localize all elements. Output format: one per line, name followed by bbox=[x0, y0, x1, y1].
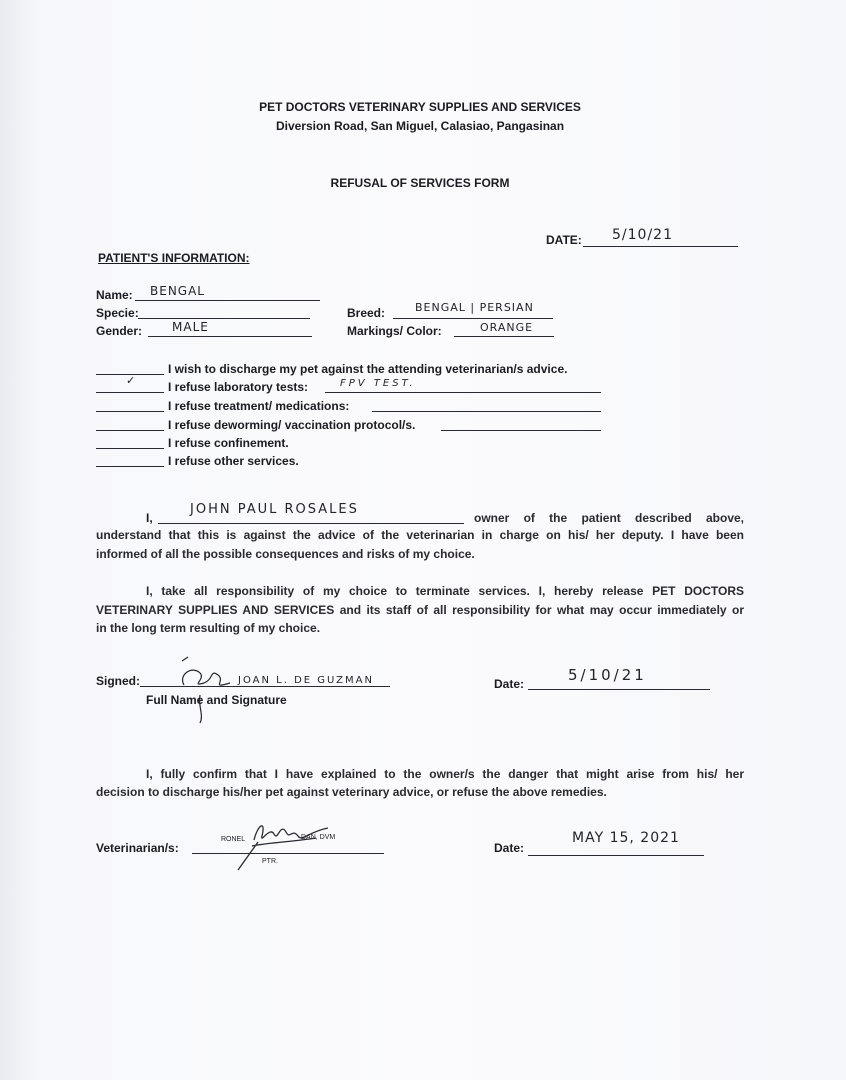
check-mark-icon: ✓ bbox=[126, 375, 136, 387]
veterinarian-suffix: DAN, DVM bbox=[301, 834, 336, 841]
breed-value: BENGAL | PERSIAN bbox=[415, 301, 534, 314]
veterinarian-label: Veterinarian/s: bbox=[96, 841, 179, 855]
option-confinement: I refuse confinement. bbox=[168, 436, 289, 450]
breed-line bbox=[393, 318, 553, 319]
date-line bbox=[583, 246, 738, 247]
lab-tests-detail: FPV TEST. bbox=[340, 378, 416, 389]
owner-name-value: JOHN PAUL ROSALES bbox=[190, 502, 359, 517]
option-blank-lab-tests bbox=[96, 392, 164, 393]
option-lab-tests: I refuse laboratory tests: bbox=[168, 380, 309, 394]
option-blank-other bbox=[96, 466, 164, 467]
specie-label: Specie: bbox=[96, 306, 139, 320]
confirm-line1: I, fully confirm that I have explained to the owner/s the danger that might arise from his/ her bbox=[146, 767, 744, 781]
option-other: I refuse other services. bbox=[168, 454, 299, 468]
option-blank-deworming bbox=[96, 430, 164, 431]
gender-line bbox=[148, 336, 312, 337]
markings-label: Markings/ Color: bbox=[347, 324, 442, 338]
confirm-line2: decision to discharge his/her pet against veterinary advice, or refuse the above remedies. bbox=[96, 785, 607, 799]
signed-caption: Full Name and Signature bbox=[146, 693, 287, 707]
patient-section-title: PATIENT'S INFORMATION: bbox=[98, 251, 250, 265]
responsibility-line1: I, take all responsibility of my choice to terminate services. I, hereby release PET DOCTORS bbox=[146, 584, 744, 598]
company-address: Diversion Road, San Miguel, Calasiao, Pangasinan bbox=[275, 119, 565, 133]
responsibility-line3: in the long term resulting of my choice. bbox=[96, 621, 321, 635]
veterinarian-signature-scribble bbox=[232, 812, 332, 874]
signed-name-value: JOAN L. DE GUZMAN bbox=[238, 675, 374, 686]
owner-name-line bbox=[158, 523, 464, 524]
deworming-line bbox=[441, 430, 601, 431]
signed-label: Signed: bbox=[96, 674, 140, 688]
owner-statement-line1: owner of the patient described above, bbox=[474, 511, 744, 525]
responsibility-line2: VETERINARY SUPPLIES AND SERVICES and its staff of all responsibility for what may occur immediately or bbox=[96, 603, 744, 617]
name-value: BENGAL bbox=[150, 284, 205, 298]
option-treatment: I refuse treatment/ medications: bbox=[168, 399, 350, 413]
name-line bbox=[135, 300, 320, 301]
owner-statement-line3: informed of all the possible consequences and risks of my choice. bbox=[96, 547, 475, 561]
veterinarian-name: RONEL bbox=[221, 836, 246, 843]
specie-line bbox=[138, 318, 310, 319]
date-value: 5/10/21 bbox=[612, 227, 673, 243]
option-discharge: I wish to discharge my pet against the attending veterinarian/s advice. bbox=[168, 362, 568, 376]
markings-value: ORANGE bbox=[480, 321, 534, 334]
lab-tests-line bbox=[325, 392, 601, 393]
option-blank-treatment bbox=[96, 411, 164, 412]
breed-label: Breed: bbox=[347, 306, 386, 320]
owner-signature-scribble bbox=[170, 655, 240, 725]
veterinarian-date-line bbox=[528, 855, 704, 856]
company-name: PET DOCTORS VETERINARY SUPPLIES AND SERVICES bbox=[259, 100, 581, 114]
markings-line bbox=[454, 336, 554, 337]
veterinarian-ptr: PTR. bbox=[262, 858, 278, 865]
gender-value: MALE bbox=[172, 320, 209, 334]
signed-date-line bbox=[528, 689, 710, 690]
veterinarian-date-label: Date: bbox=[494, 841, 525, 855]
treatment-line bbox=[372, 411, 601, 412]
owner-statement-prefix: I, bbox=[146, 511, 153, 525]
veterinarian-date-value: MAY 15, 2021 bbox=[572, 830, 680, 846]
date-label: DATE: bbox=[546, 233, 582, 247]
form-title: REFUSAL OF SERVICES FORM bbox=[330, 176, 510, 190]
name-label: Name: bbox=[96, 288, 133, 302]
owner-statement-line2: understand that this is against the advice of the veterinarian in charge on his/ her deputy. I have been bbox=[96, 528, 744, 542]
gender-label: Gender: bbox=[96, 324, 143, 338]
option-blank-confinement bbox=[96, 448, 164, 449]
option-deworming: I refuse deworming/ vaccination protocol/s. bbox=[168, 418, 416, 432]
signed-date-label: Date: bbox=[494, 677, 525, 691]
signed-date-value: 5/10/21 bbox=[568, 666, 647, 684]
